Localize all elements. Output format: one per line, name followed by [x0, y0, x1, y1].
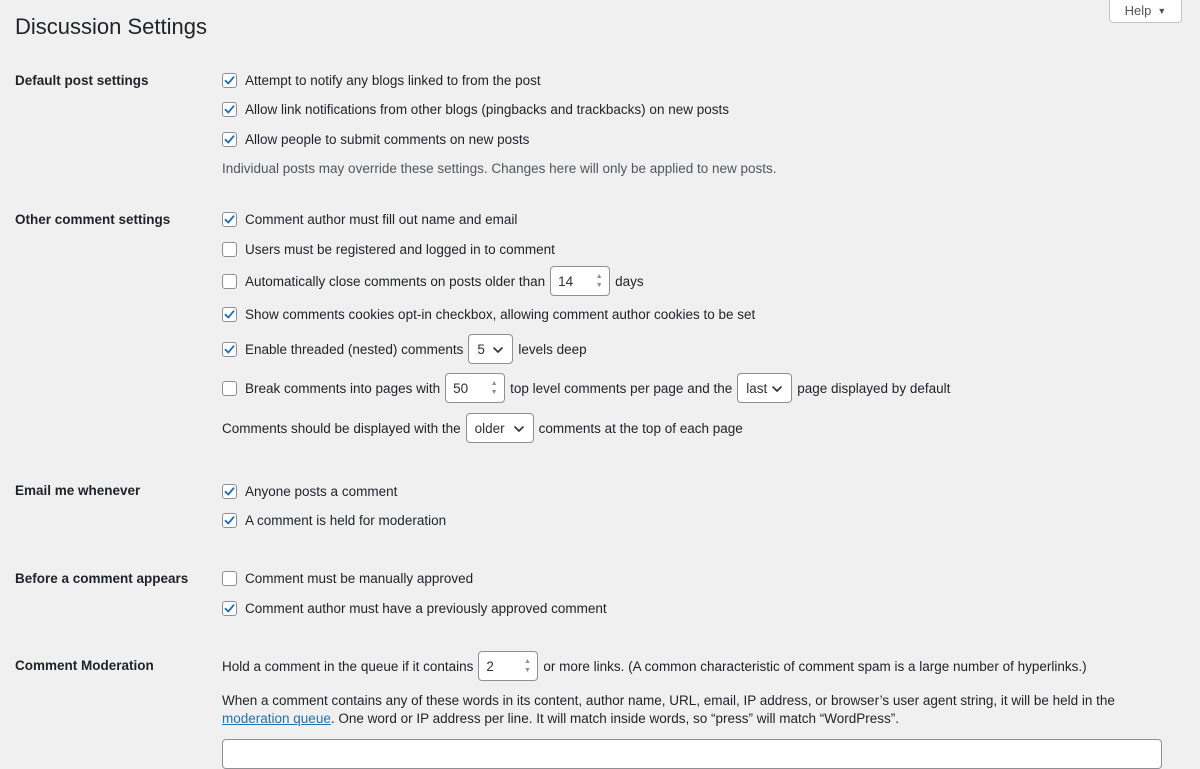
checkmark-icon	[223, 308, 236, 321]
section-label-email: Email me whenever	[15, 483, 141, 498]
moderation-words-description	[222, 692, 1162, 728]
order-suffix: comments at the top of each page	[538, 420, 743, 436]
require-name-email-option[interactable]	[222, 212, 517, 227]
hold-prefix: Hold a comment in the queue if it contains	[222, 658, 474, 674]
checkmark-icon	[223, 485, 236, 498]
held-moderation-checkbox[interactable]	[222, 513, 237, 528]
moderation-keys-textarea[interactable]	[222, 739, 1162, 769]
paginate-middle: top level comments per page and the	[510, 380, 733, 396]
threaded-row	[222, 334, 587, 364]
require-name-email-checkbox[interactable]	[222, 212, 237, 227]
close-comments-prefix: Automatically close comments on posts older than	[245, 273, 546, 289]
checkmark-icon	[223, 343, 236, 356]
section-label-default-post: Default post settings	[15, 73, 149, 88]
notify-blogs-option[interactable]	[222, 73, 541, 88]
anyone-posts-option[interactable]	[222, 484, 397, 499]
section-label-before-appears: Before a comment appears	[15, 571, 189, 586]
anyone-posts-checkbox[interactable]	[222, 484, 237, 499]
checkmark-icon	[223, 133, 236, 146]
paginate-count-input[interactable]	[445, 373, 505, 403]
order-value: older	[474, 420, 505, 436]
help-button[interactable]	[1109, 0, 1182, 23]
held-moderation-label: A comment is held for moderation	[245, 513, 447, 528]
moderation-queue-link[interactable]: moderation queue	[222, 711, 331, 726]
held-moderation-option[interactable]	[222, 513, 446, 528]
allow-comments-option[interactable]	[222, 132, 529, 147]
close-comments-days-input[interactable]	[550, 266, 610, 296]
order-select[interactable]	[466, 413, 534, 443]
threaded-suffix: levels deep	[518, 341, 587, 357]
previously-approved-option[interactable]	[222, 601, 607, 616]
allow-comments-label: Allow people to submit comments on new posts	[245, 132, 530, 147]
chevron-down-icon	[513, 423, 525, 435]
spinner-icon[interactable]: ▲ ▼	[490, 380, 498, 396]
paginate-suffix: page displayed by default	[797, 380, 951, 396]
paginate-count-value: 50	[453, 380, 469, 396]
hold-links-value: 2	[486, 658, 494, 674]
checkmark-icon	[223, 514, 236, 527]
spinner-icon[interactable]: ▲ ▼	[523, 658, 531, 674]
close-comments-checkbox[interactable]	[222, 274, 237, 289]
cookies-optin-label: Show comments cookies opt-in checkbox, allowing comment author cookies to be set	[245, 307, 756, 322]
page-title: Discussion Settings	[15, 14, 207, 39]
registered-only-label: Users must be registered and logged in to comment	[245, 242, 555, 257]
threaded-checkbox[interactable]	[222, 342, 237, 357]
checkmark-icon	[223, 213, 236, 226]
manual-approve-label: Comment must be manually approved	[245, 571, 474, 586]
cookies-optin-checkbox[interactable]	[222, 307, 237, 322]
close-comments-row	[222, 266, 644, 296]
checkmark-icon	[223, 74, 236, 87]
threaded-prefix: Enable threaded (nested) comments	[245, 341, 464, 357]
section-label-moderation: Comment Moderation	[15, 658, 154, 673]
close-comments-suffix: days	[615, 273, 644, 289]
threaded-depth-value: 5	[477, 341, 485, 357]
hold-links-row	[222, 651, 1087, 681]
chevron-down-icon	[492, 344, 504, 356]
notify-blogs-label: Attempt to notify any blogs linked to from the post	[245, 73, 541, 88]
manual-approve-checkbox[interactable]	[222, 571, 237, 586]
paginate-page-select[interactable]	[737, 373, 792, 403]
close-comments-days-value: 14	[558, 273, 574, 289]
anyone-posts-label: Anyone posts a comment	[245, 484, 398, 499]
allow-pingbacks-label: Allow link notifications from other blogs (pingbacks and trackbacks) on new posts	[245, 102, 729, 117]
manual-approve-option[interactable]	[222, 571, 473, 586]
cookies-optin-option[interactable]	[222, 307, 755, 322]
moderation-words-text-1: When a comment contains any of these words in its content, author name, URL, email, IP address, or browser’s user agent string, it will be held in the	[222, 693, 1115, 708]
default-post-note: Individual posts may override these settings. Changes here will only be applied to new posts.	[222, 161, 777, 176]
checkmark-icon	[223, 602, 236, 615]
registered-only-option[interactable]	[222, 242, 555, 257]
threaded-depth-select[interactable]	[468, 334, 513, 364]
allow-pingbacks-checkbox[interactable]	[222, 102, 237, 117]
section-label-other-comment: Other comment settings	[15, 212, 171, 227]
previously-approved-checkbox[interactable]	[222, 601, 237, 616]
order-row	[222, 413, 743, 443]
allow-comments-checkbox[interactable]	[222, 132, 237, 147]
paginate-checkbox[interactable]	[222, 381, 237, 396]
moderation-words-text-2: . One word or IP address per line. It will match inside words, so “press” will match “WordPress”.	[330, 711, 900, 726]
spinner-icon[interactable]: ▲ ▼	[595, 273, 603, 289]
help-label: Help	[1124, 3, 1152, 18]
hold-suffix: or more links. (A common characteristic of comment spam is a large number of hyperlinks.)	[543, 658, 1087, 674]
checkmark-icon	[223, 103, 236, 116]
chevron-down-icon	[771, 383, 783, 395]
order-prefix: Comments should be displayed with the	[222, 420, 461, 436]
hold-links-input[interactable]	[478, 651, 538, 681]
registered-only-checkbox[interactable]	[222, 242, 237, 257]
notify-blogs-checkbox[interactable]	[222, 73, 237, 88]
caret-down-icon: ▼	[1157, 5, 1167, 16]
paginate-page-value: last	[746, 380, 768, 396]
paginate-row	[222, 373, 950, 403]
previously-approved-label: Comment author must have a previously approved comment	[245, 601, 607, 616]
allow-pingbacks-option[interactable]	[222, 102, 729, 117]
require-name-email-label: Comment author must fill out name and email	[245, 212, 518, 227]
paginate-prefix: Break comments into pages with	[245, 380, 441, 396]
